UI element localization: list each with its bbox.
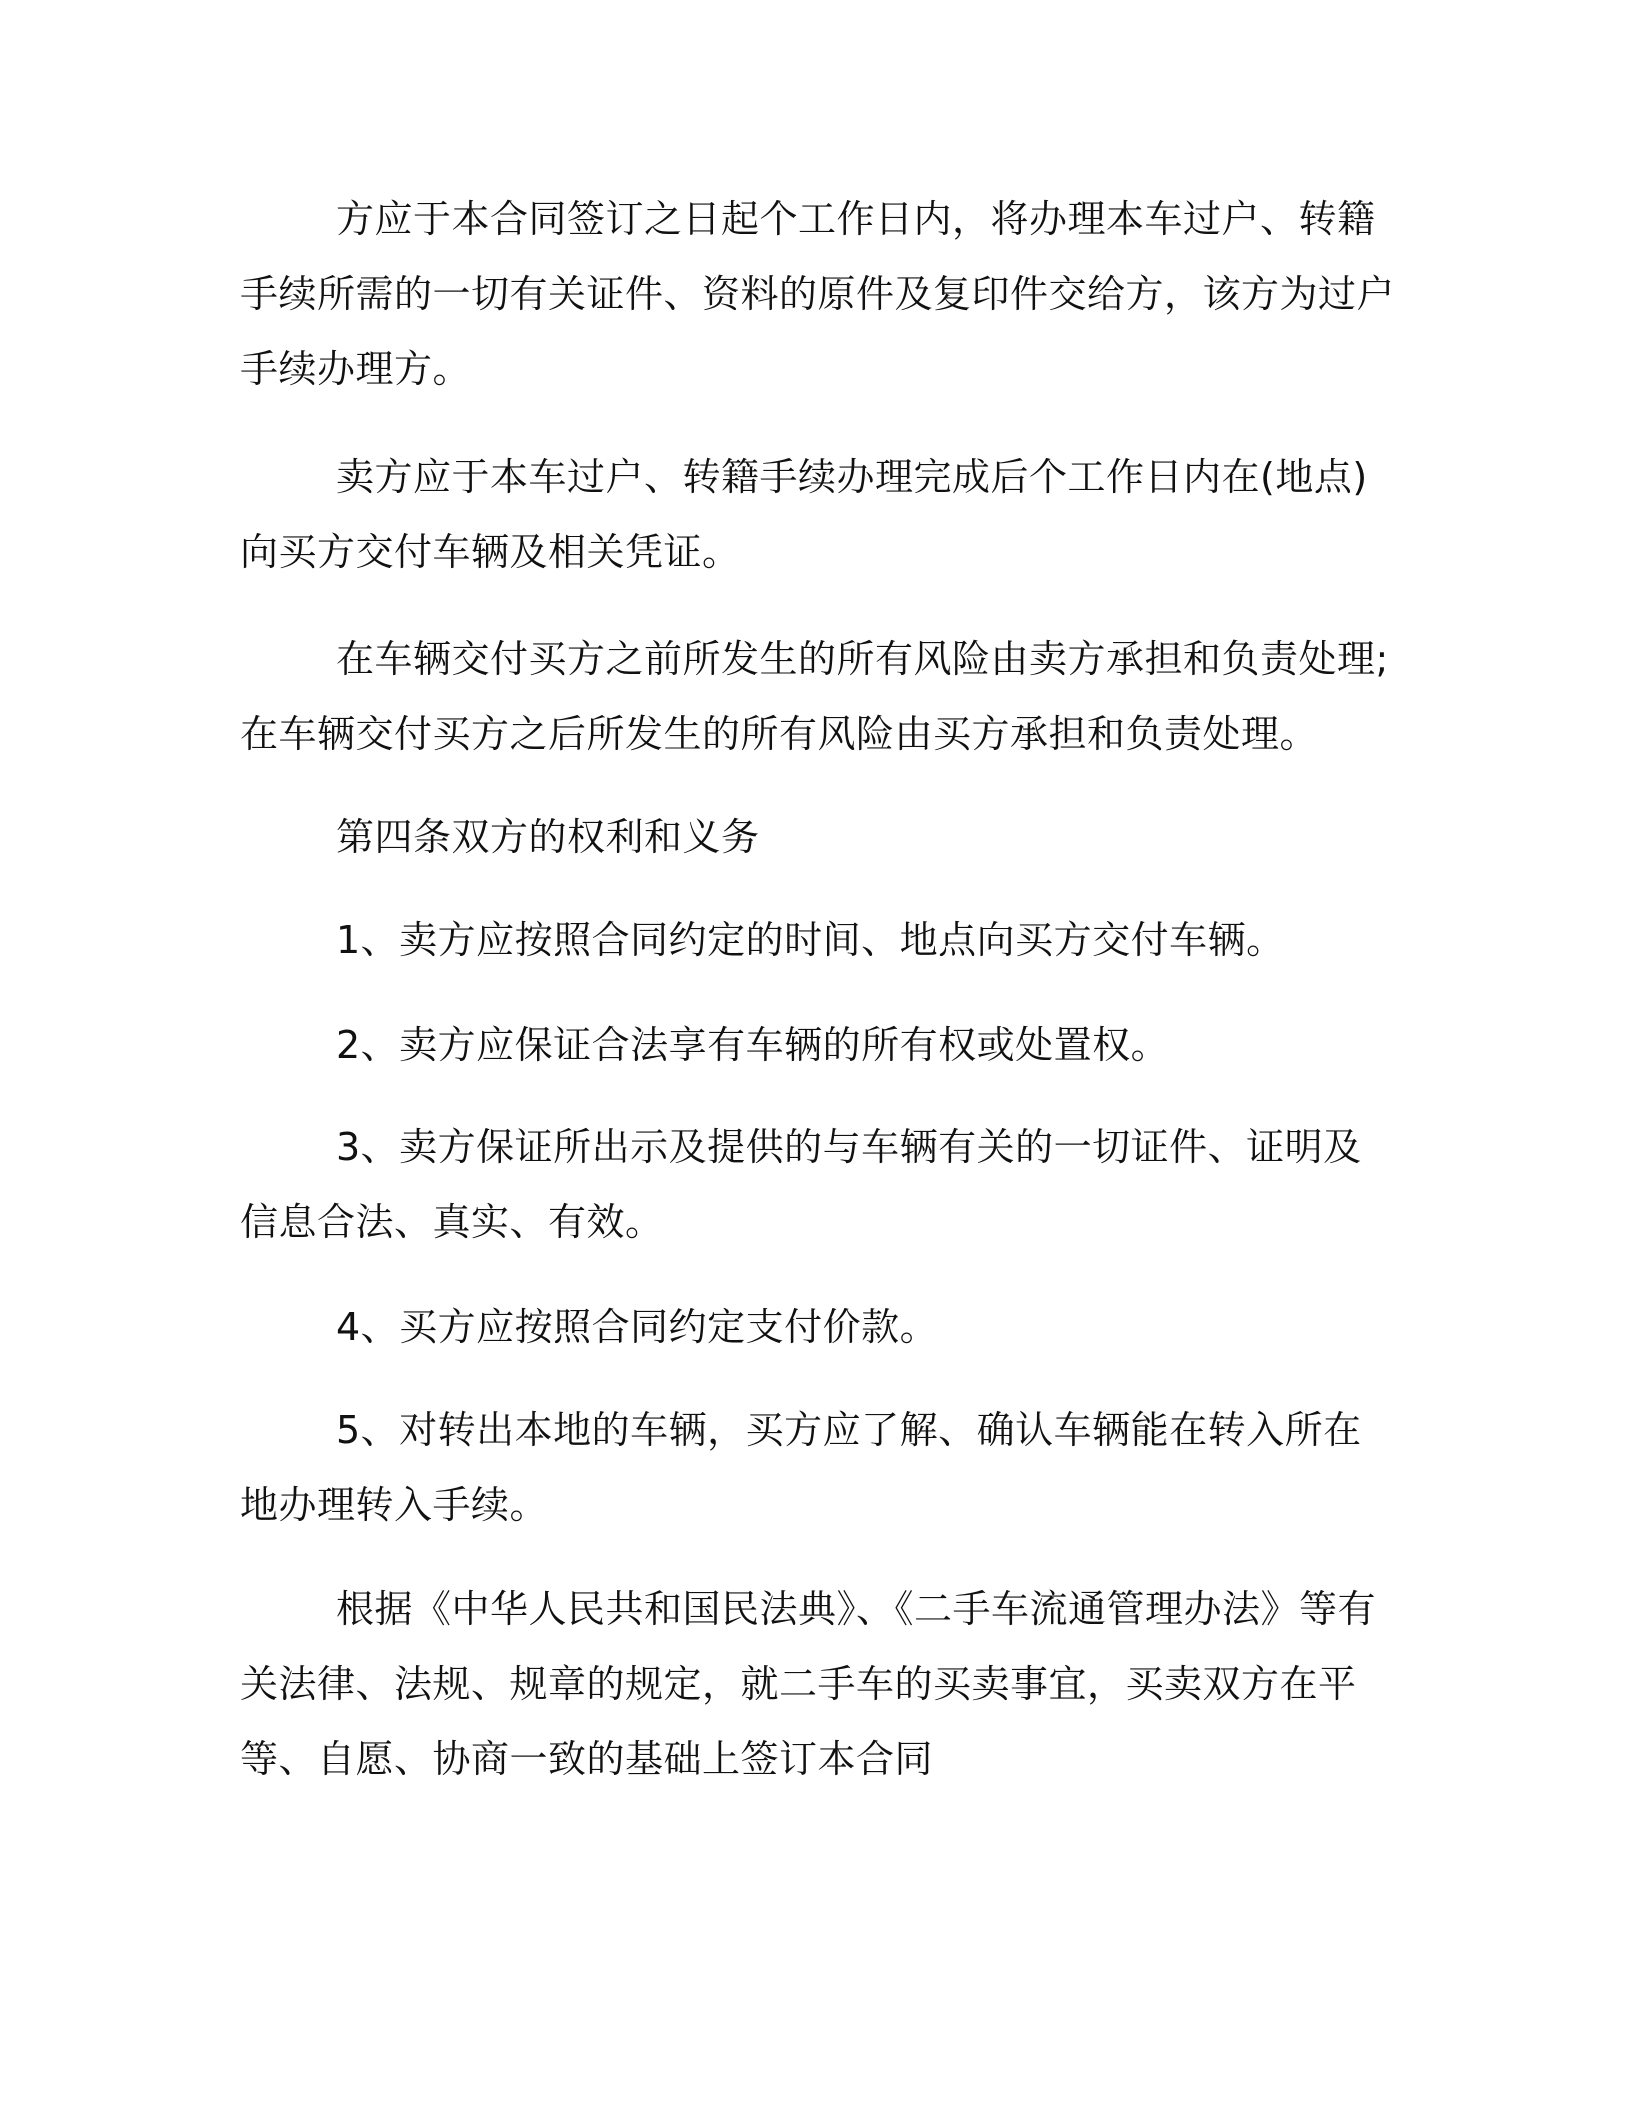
paragraph-transfer-documents: 方应于本合同签订之日起个工作日内，将办理本车过户、转籍手续所需的一切有关证件、资料的原件及复印件交给方，该方为过户手续办理方。 bbox=[240, 197, 1396, 391]
paragraph-risk-allocation: 在车辆交付买方之前所发生的所有风险由卖方承担和负责处理;在车辆交付买方之后所发生的所有风险由买方承担和负责处理。 bbox=[240, 637, 1389, 756]
obligation-item-2: 2、卖方应保证合法享有车辆的所有权或处置权。 bbox=[336, 1023, 1170, 1067]
obligation-item-1: 1、卖方应按照合同约定的时间、地点向买方交付车辆。 bbox=[336, 918, 1285, 962]
paragraph-legal-basis: 根据《中华人民共和国民法典》、《二手车流通管理办法》等有关法律、法规、规章的规定，就二手车的买卖事宜，买卖双方在平等、自愿、协商一致的基础上签订本合同 bbox=[240, 1587, 1377, 1781]
obligation-item-3: 3、卖方保证所出示及提供的与车辆有关的一切证件、证明及信息合法、真实、有效。 bbox=[240, 1125, 1362, 1244]
obligation-item-5: 5、对转出本地的车辆，买方应了解、确认车辆能在转入所在地办理转入手续。 bbox=[240, 1408, 1362, 1527]
paragraph-vehicle-delivery: 卖方应于本车过户、转籍手续办理完成后个工作日内在(地点)向买方交付车辆及相关凭证。 bbox=[240, 455, 1368, 574]
section-heading-rights-obligations: 第四条双方的权利和义务 bbox=[336, 815, 760, 859]
obligation-item-4: 4、买方应按照合同约定支付价款。 bbox=[336, 1305, 939, 1349]
